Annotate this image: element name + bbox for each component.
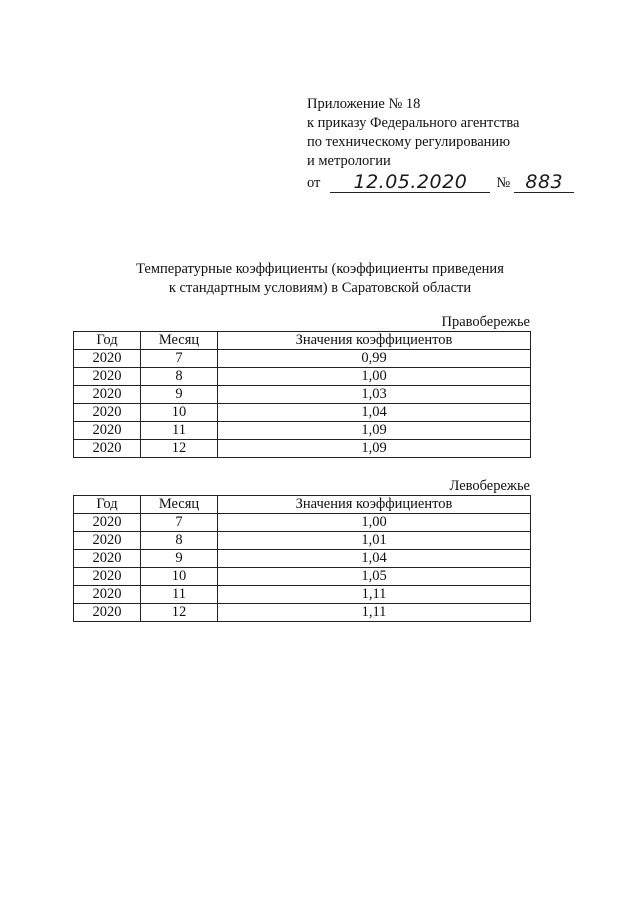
- table-row: [74, 586, 531, 604]
- cell-month: 9: [141, 386, 218, 404]
- table-row: [74, 386, 531, 404]
- cell-year: 2020: [74, 422, 141, 440]
- cell-month: 7: [141, 350, 218, 368]
- agency-line: по техническому регулированию: [307, 134, 511, 150]
- coefficients-table-left-bank: [73, 495, 531, 622]
- table-row: [74, 368, 531, 386]
- cell-value: 1,09: [218, 440, 531, 458]
- cell-value: 0,99: [218, 350, 531, 368]
- cell-value: 1,00: [218, 514, 531, 532]
- cell-month: 7: [141, 514, 218, 532]
- cell-month: 11: [141, 422, 218, 440]
- cell-month: 12: [141, 440, 218, 458]
- table-row: [74, 404, 531, 422]
- table-row: [74, 550, 531, 568]
- cell-year: 2020: [74, 404, 141, 422]
- order-reference-line: к приказу Федерального агентства: [307, 115, 520, 131]
- number-label: №: [496, 175, 511, 191]
- table-row: [74, 514, 531, 532]
- column-header-values: Значения коэффициентов: [218, 332, 531, 350]
- column-header-year: Год: [74, 332, 141, 350]
- column-header-values: Значения коэффициентов: [218, 496, 531, 514]
- cell-year: 2020: [74, 386, 141, 404]
- table-row: [74, 350, 531, 368]
- cell-year: 2020: [74, 568, 141, 586]
- cell-year: 2020: [74, 586, 141, 604]
- cell-value: 1,04: [218, 550, 531, 568]
- table-row: [74, 604, 531, 622]
- cell-year: 2020: [74, 440, 141, 458]
- title-line-2: к стандартным условиям) в Саратовской области: [168, 280, 472, 296]
- region-label-left-bank: Левобережье: [449, 478, 530, 494]
- cell-value: 1,05: [218, 568, 531, 586]
- column-header-month: Месяц: [141, 496, 218, 514]
- appendix-header: [307, 95, 574, 193]
- column-header-month: Месяц: [141, 332, 218, 350]
- table-row: [74, 532, 531, 550]
- cell-year: 2020: [74, 368, 141, 386]
- table-header-row: [74, 332, 531, 350]
- table-header-row: [74, 496, 531, 514]
- cell-value: 1,03: [218, 386, 531, 404]
- cell-value: 1,09: [218, 422, 531, 440]
- cell-month: 8: [141, 368, 218, 386]
- cell-value: 1,00: [218, 368, 531, 386]
- cell-value: 1,01: [218, 532, 531, 550]
- cell-month: 8: [141, 532, 218, 550]
- table-row: [74, 568, 531, 586]
- cell-month: 12: [141, 604, 218, 622]
- cell-value: 1,11: [218, 586, 531, 604]
- cell-value: 1,11: [218, 604, 531, 622]
- appendix-number: Приложение № 18: [307, 96, 421, 112]
- cell-year: 2020: [74, 350, 141, 368]
- order-number-handwritten: 883: [514, 172, 574, 193]
- metrology-line: и метрологии: [307, 153, 391, 169]
- cell-value: 1,04: [218, 404, 531, 422]
- cell-month: 10: [141, 568, 218, 586]
- order-date-handwritten: 12.05.2020: [330, 172, 490, 193]
- from-label: от: [307, 175, 321, 191]
- table-row: [74, 440, 531, 458]
- document-title: [100, 260, 540, 298]
- cell-month: 10: [141, 404, 218, 422]
- cell-year: 2020: [74, 550, 141, 568]
- cell-month: 11: [141, 586, 218, 604]
- cell-year: 2020: [74, 604, 141, 622]
- order-date-row: [307, 172, 574, 193]
- coefficients-table-right-bank: [73, 331, 531, 458]
- title-line-1: Температурные коэффициенты (коэффициенты приведения: [136, 261, 504, 277]
- column-header-year: Год: [74, 496, 141, 514]
- cell-year: 2020: [74, 532, 141, 550]
- table-row: [74, 422, 531, 440]
- cell-month: 9: [141, 550, 218, 568]
- region-label-right-bank: Правобережье: [441, 314, 530, 330]
- cell-year: 2020: [74, 514, 141, 532]
